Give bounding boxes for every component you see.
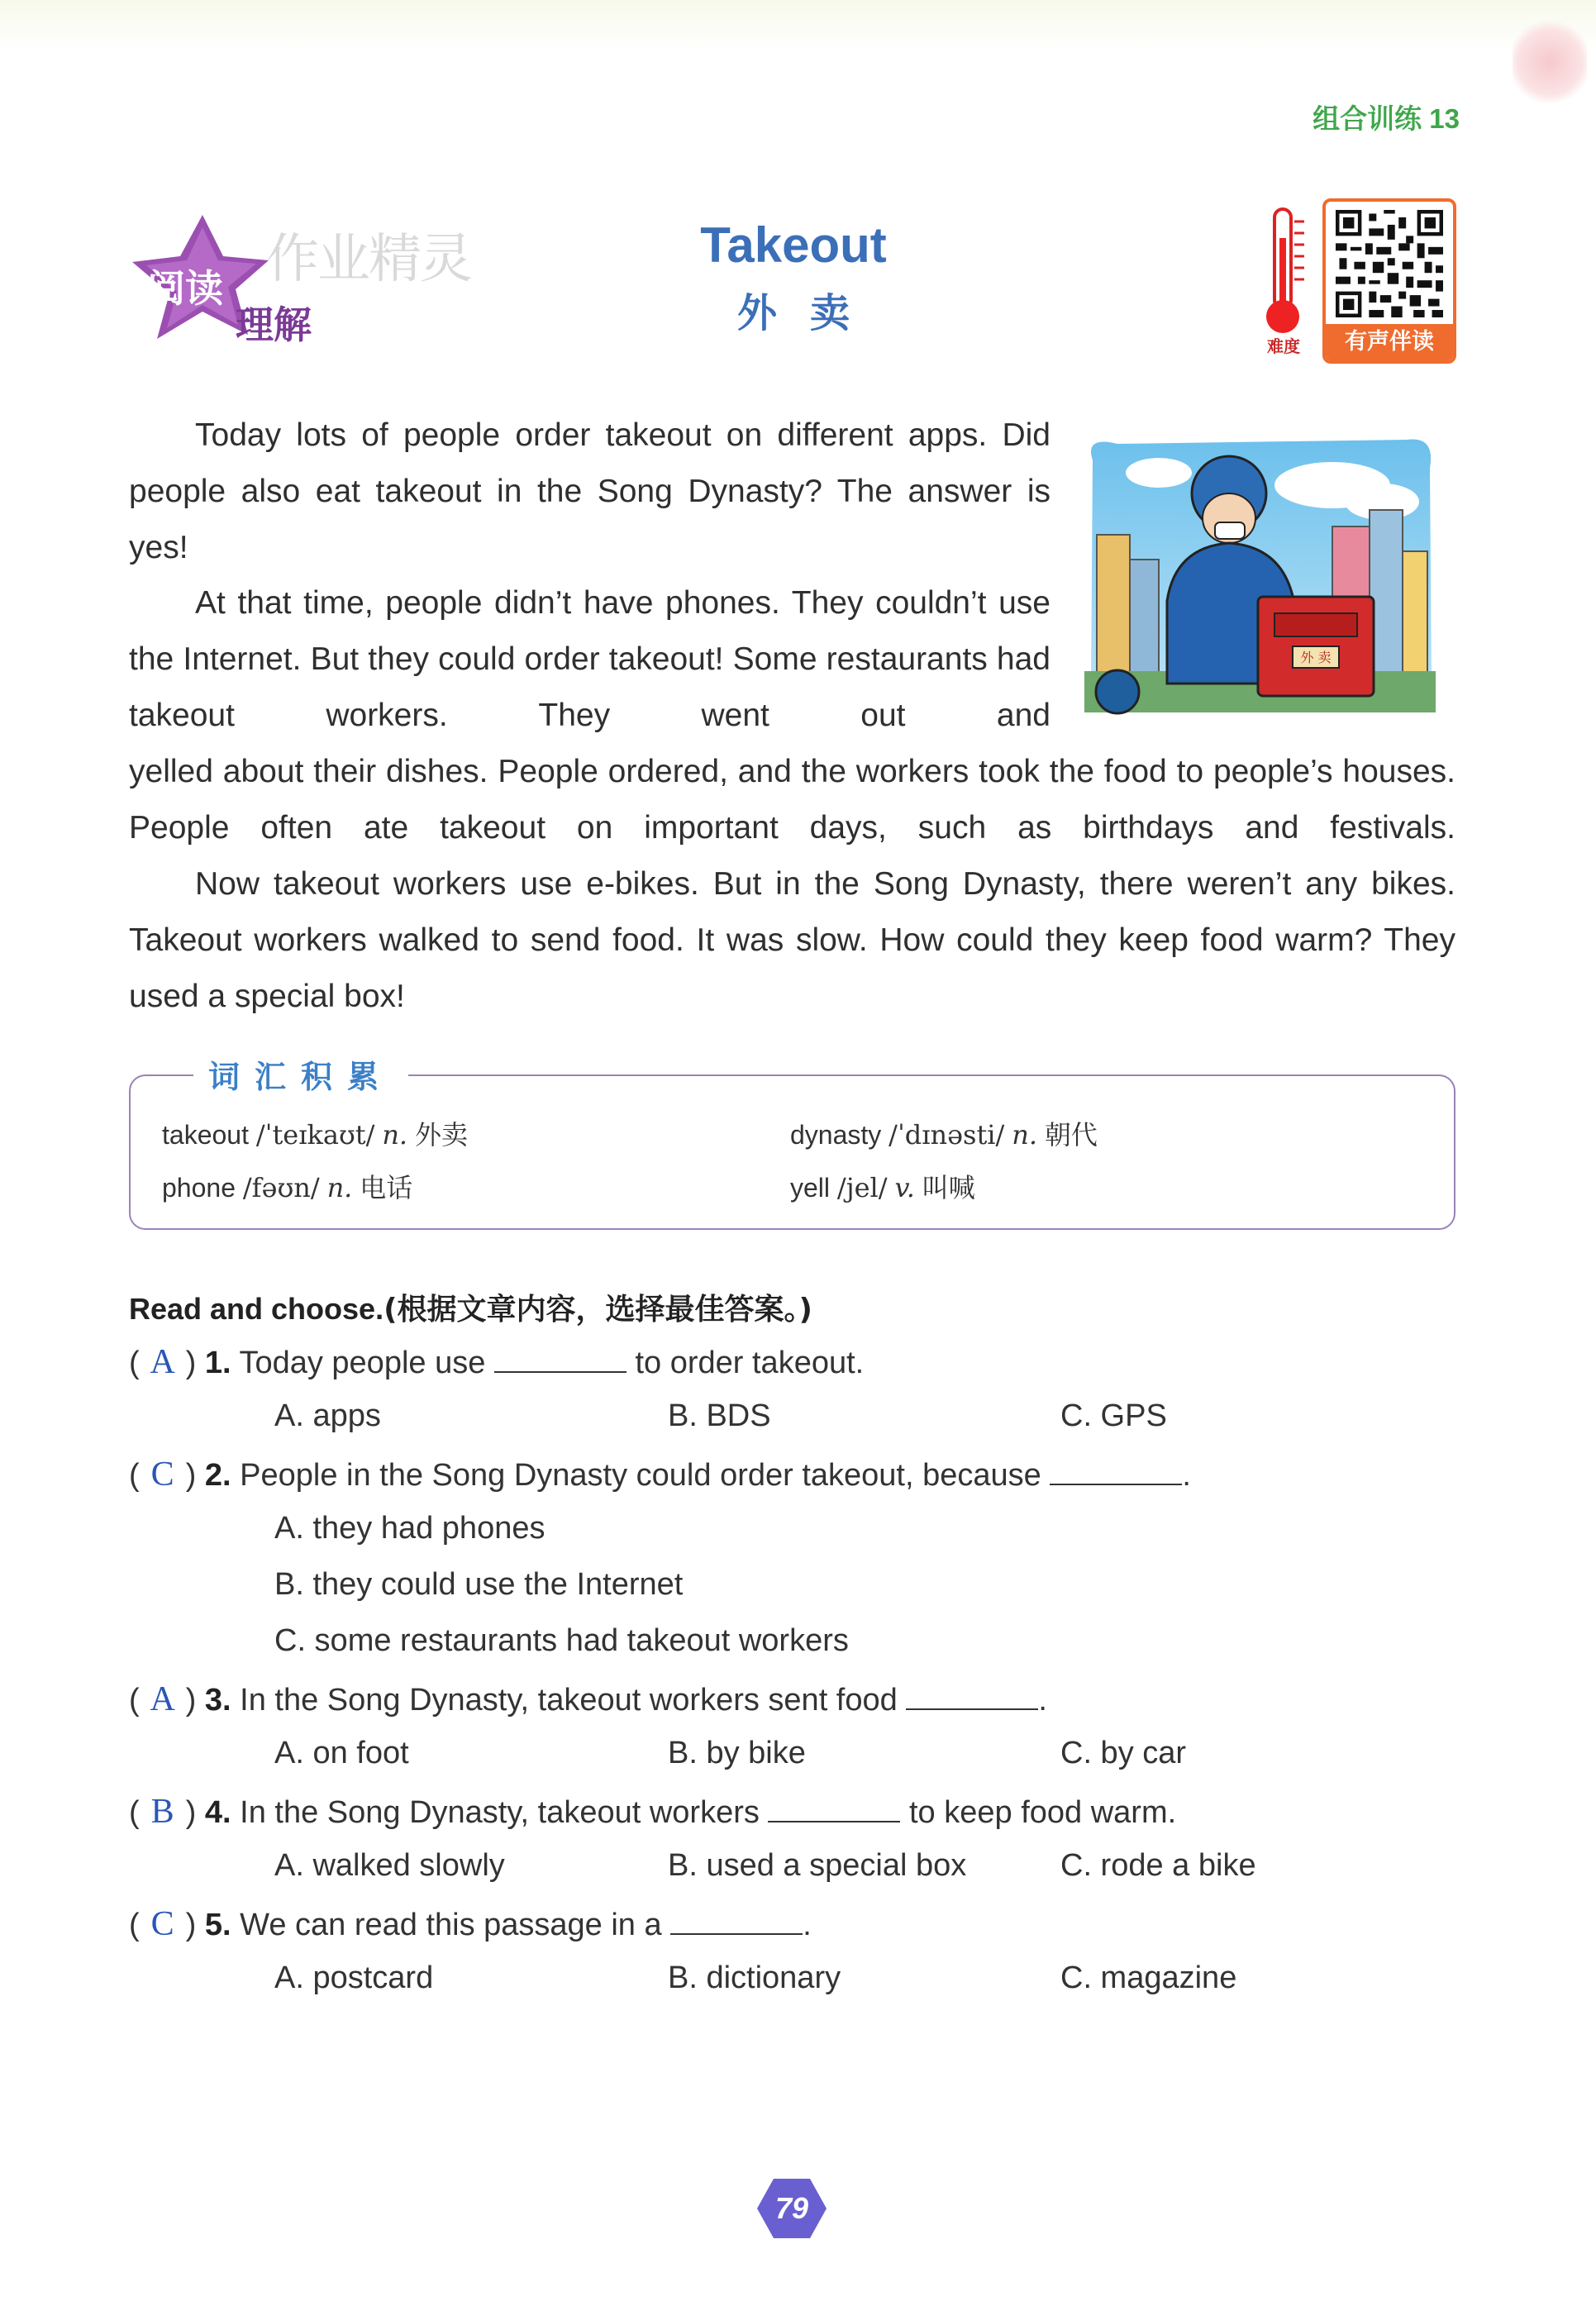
- option-c[interactable]: C. some restaurants had takeout workers: [274, 1623, 849, 1658]
- option-b[interactable]: B. by bike: [668, 1736, 806, 1770]
- option-b[interactable]: B. used a special box: [668, 1848, 967, 1883]
- question-1: ( A ) 1. Today people use to order takeout.: [129, 1343, 865, 1381]
- option-b[interactable]: B. BDS: [668, 1398, 771, 1433]
- passage-paragraph-2b: yelled about their dishes. People ordered, and the workers took the food to people’s houses. People often ate takeout on important days, such as birthdays and festivals.: [129, 754, 1455, 846]
- difficulty-thermometer-icon: [1258, 205, 1311, 350]
- option-c[interactable]: C. GPS: [1060, 1398, 1167, 1433]
- option-c[interactable]: C. rode a bike: [1060, 1848, 1256, 1883]
- question-3: ( A ) 3. In the Song Dynasty, takeout workers sent food .: [129, 1680, 1047, 1718]
- passage-paragraph-2a: At that time, people didn’t have phones. They couldn’t use the Internet. But they could order takeout! Some restaurants had takeout workers. They went out and: [129, 585, 1051, 733]
- vocab-phonetic: /ˈteɪkaʊt/: [255, 1119, 375, 1151]
- answer-blank[interactable]: [670, 1908, 803, 1935]
- vocab-phonetic: /ˈdɪnəsti/: [889, 1119, 1005, 1151]
- question-2: ( C ) 2. People in the Song Dynasty could order takeout, because .: [129, 1456, 1191, 1494]
- vocab-pos: n.: [326, 1172, 353, 1203]
- answer-mark[interactable]: C: [150, 1456, 174, 1494]
- logo-text-read: 阅读: [147, 266, 223, 311]
- qr-caption: 有声伴读: [1326, 324, 1453, 360]
- vocab-item: [162, 1167, 412, 1205]
- audio-qr-code[interactable]: [1322, 198, 1456, 364]
- page-title: Takeout: [700, 217, 887, 273]
- passage-paragraph-3: Now takeout workers use e-bikes. But in the Song Dynasty, there weren’t any bikes. Takeout workers walked to send food. It was slow. How could they keep food warm? They used a special box!: [129, 866, 1455, 1014]
- vocab-meaning: 电话: [360, 1172, 413, 1203]
- section-label: 组合训练 13: [1313, 103, 1460, 134]
- vocabulary-title: 词汇积累: [193, 1051, 408, 1097]
- vocab-phonetic: /jel/: [836, 1172, 888, 1203]
- vocab-meaning: 朝代: [1044, 1119, 1098, 1151]
- instruction-cn: (根据文章内容，选择最佳答案。): [384, 1293, 812, 1327]
- vocab-item: [790, 1114, 1098, 1152]
- option-a[interactable]: A. walked slowly: [274, 1848, 505, 1883]
- watermark: 作业精灵: [266, 229, 471, 290]
- logo-text-understand: 理解: [236, 303, 312, 347]
- food-box-sign: 外 卖: [1300, 650, 1332, 665]
- answer-blank[interactable]: [906, 1684, 1038, 1710]
- vocab-pos: n.: [1012, 1119, 1037, 1151]
- difficulty-label: 难度: [1267, 336, 1300, 356]
- option-b[interactable]: B. dictionary: [668, 1961, 841, 1995]
- page-title-chinese: 外卖: [736, 290, 883, 336]
- answer-mark[interactable]: C: [150, 1905, 174, 1943]
- vocab-word: dynasty: [790, 1120, 882, 1150]
- exercise-instruction: [129, 1286, 812, 1328]
- page-number: [755, 2175, 828, 2242]
- answer-blank[interactable]: [494, 1346, 626, 1373]
- answer-mark[interactable]: B: [150, 1793, 174, 1831]
- vocab-word: takeout: [162, 1120, 249, 1150]
- top-tint: [0, 0, 1596, 50]
- question-5: ( C ) 5. We can read this passage in a .: [129, 1905, 812, 1943]
- instruction-en: Read and choose.: [129, 1292, 384, 1326]
- vocab-meaning: 叫喊: [922, 1172, 975, 1203]
- vocab-pos: n.: [382, 1119, 408, 1151]
- option-a[interactable]: A. postcard: [274, 1961, 434, 1995]
- passage-paragraph-1: Today lots of people order takeout on different apps. Did people also eat takeout in the Song Dynasty? The answer is yes!: [129, 417, 1051, 565]
- answer-mark[interactable]: A: [150, 1680, 175, 1718]
- vocab-item: [162, 1114, 468, 1152]
- vocab-word: yell: [790, 1173, 831, 1203]
- answer-blank[interactable]: [768, 1796, 900, 1822]
- vocabulary-box: [129, 1074, 1455, 1230]
- option-b[interactable]: B. they could use the Internet: [274, 1567, 684, 1602]
- option-c[interactable]: C. magazine: [1060, 1961, 1237, 1995]
- vocab-item: [790, 1167, 975, 1205]
- vocab-word: phone: [162, 1173, 236, 1203]
- vocab-meaning: 外卖: [414, 1119, 468, 1151]
- answer-mark[interactable]: A: [150, 1343, 175, 1381]
- corner-flower-decoration: [1513, 17, 1587, 107]
- vocab-pos: v.: [894, 1172, 915, 1203]
- option-c[interactable]: C. by car: [1060, 1736, 1187, 1770]
- qr-code-icon: [1336, 210, 1443, 317]
- answer-blank[interactable]: [1050, 1459, 1182, 1485]
- page-number-text: 79: [774, 2191, 809, 2225]
- question-4: ( B ) 4. In the Song Dynasty, takeout workers to keep food warm.: [129, 1793, 1177, 1831]
- takeout-worker-illustration: [1084, 436, 1436, 717]
- option-a[interactable]: A. they had phones: [274, 1511, 545, 1546]
- vocab-phonetic: /fəʊn/: [242, 1172, 320, 1203]
- option-a[interactable]: A. on foot: [274, 1736, 409, 1770]
- option-a[interactable]: A. apps: [274, 1398, 381, 1433]
